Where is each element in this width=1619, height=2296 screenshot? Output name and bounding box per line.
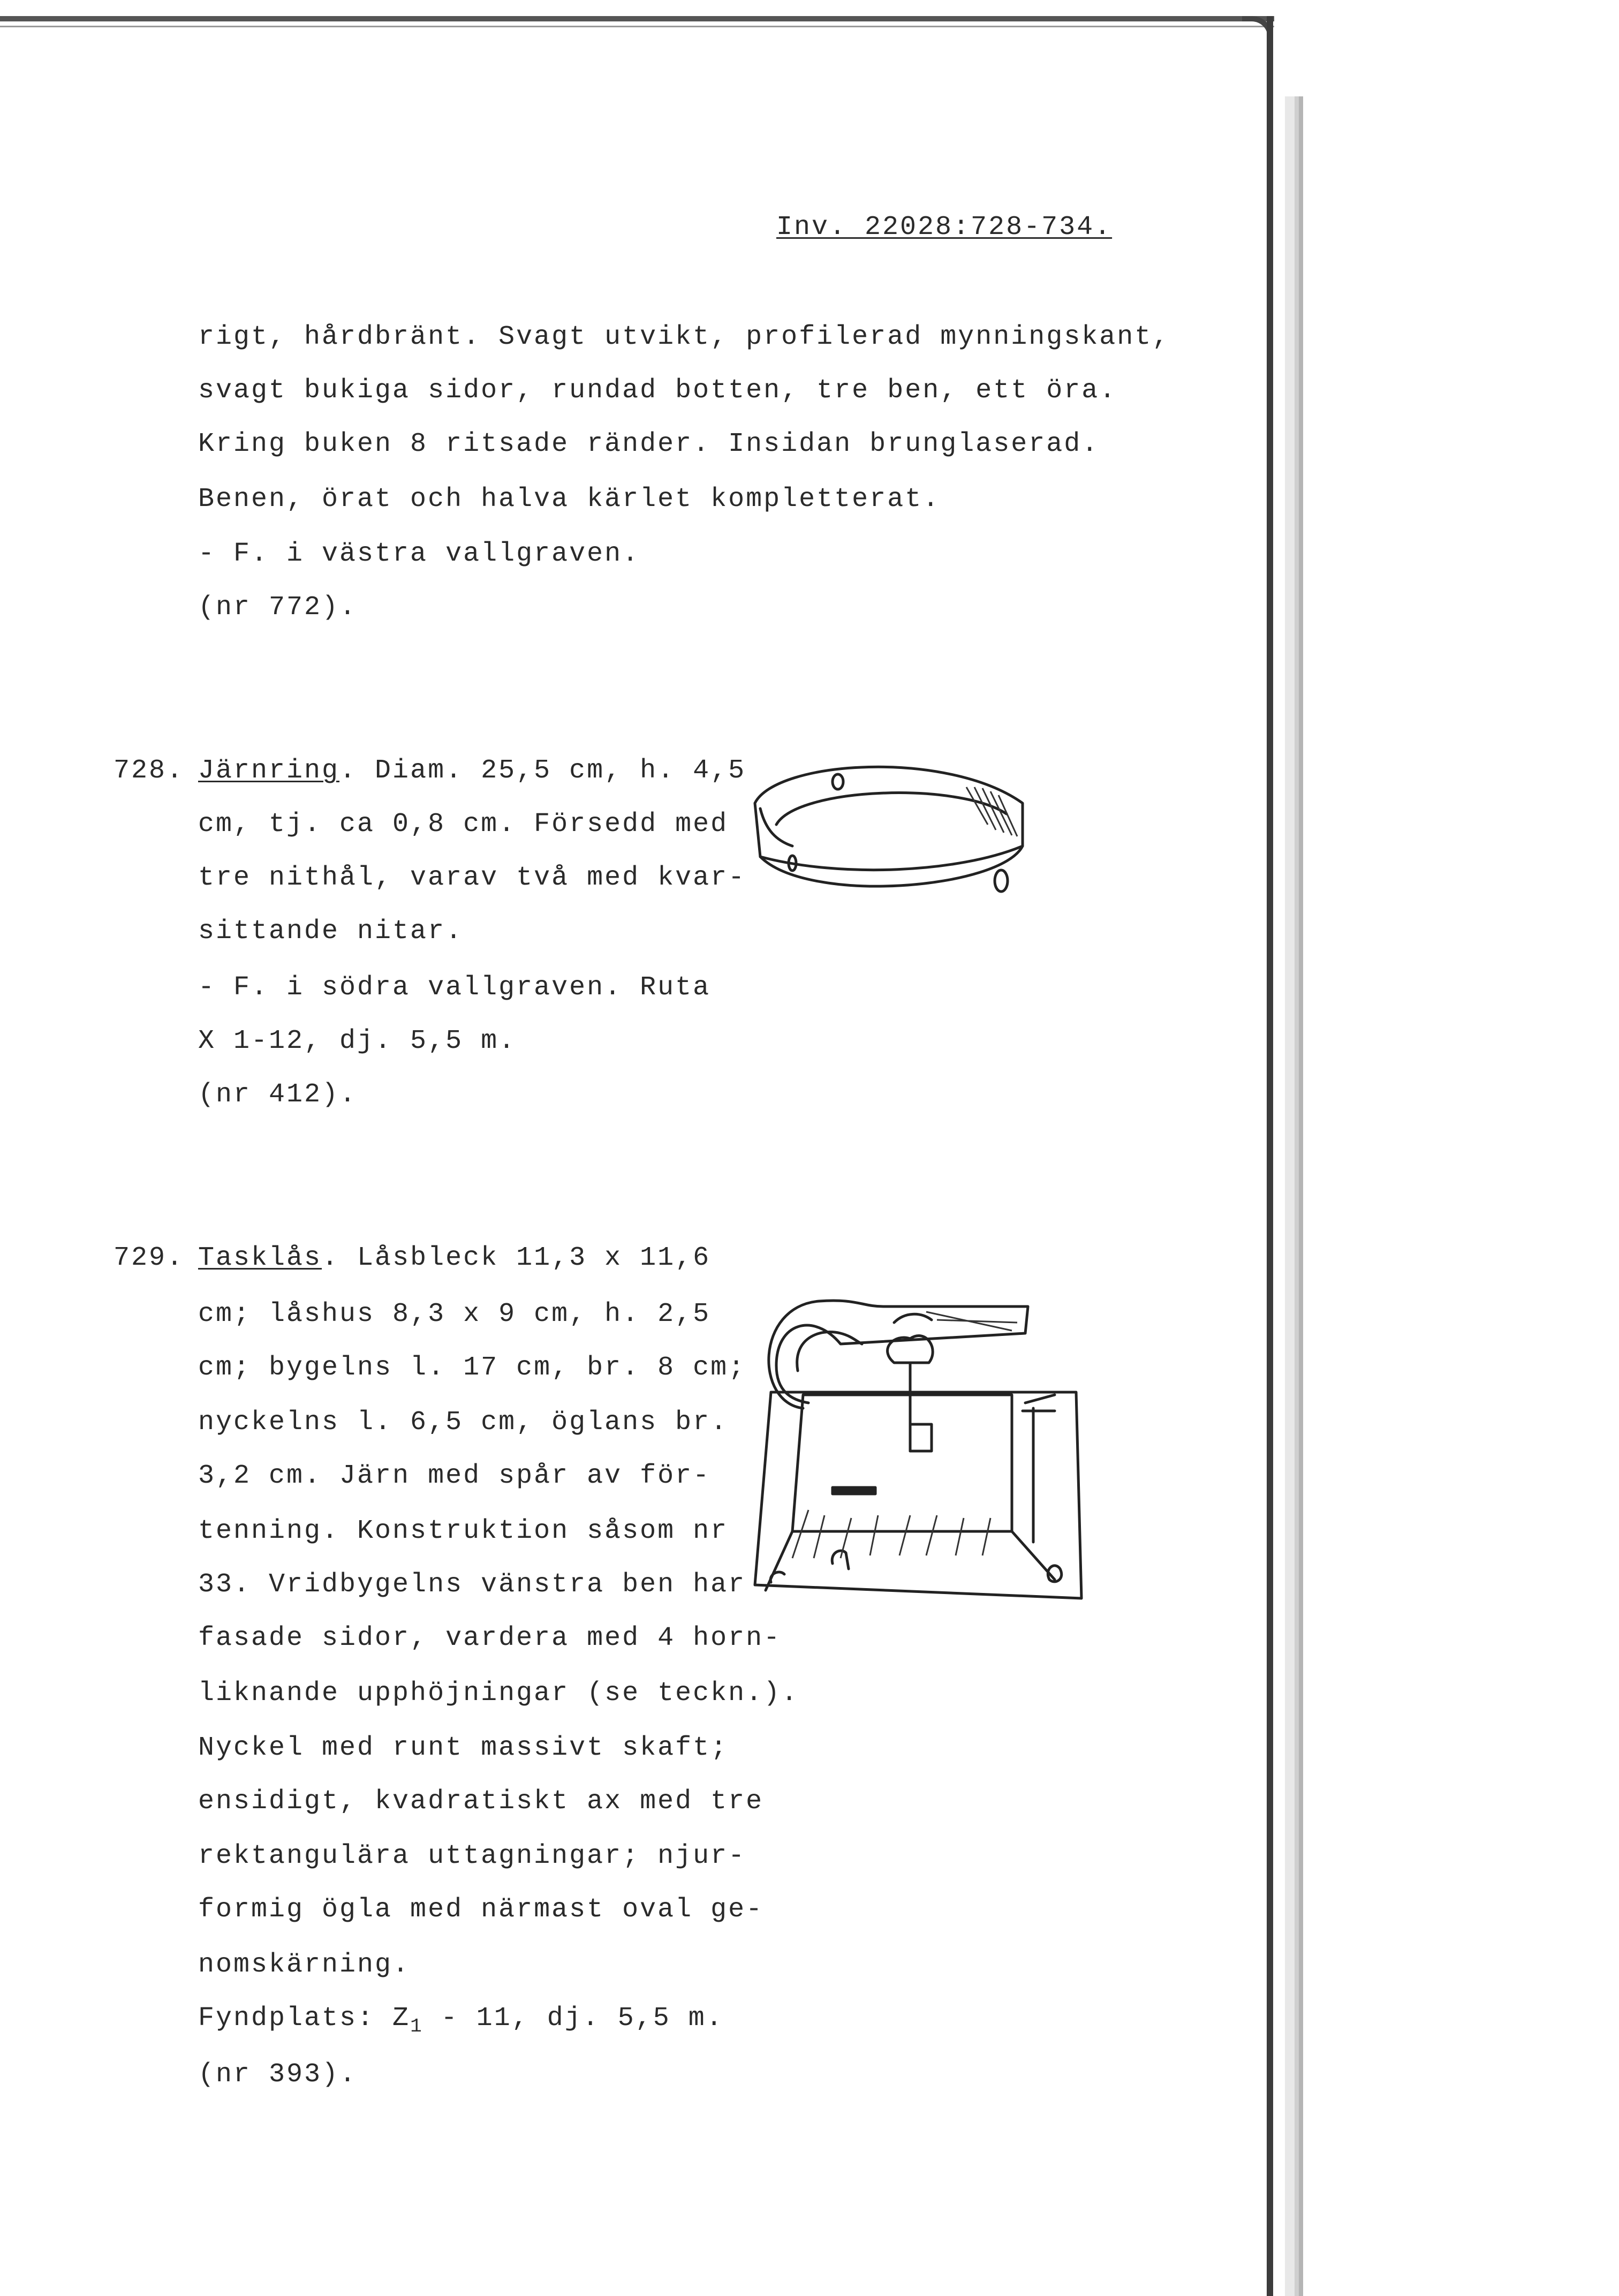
- entry-number: 728.: [114, 756, 185, 786]
- findspot-line: [198, 2003, 724, 2043]
- text-line: nyckelns l. 6,5 cm, öglans br.: [198, 1407, 729, 1438]
- entry-first-line-rest: . Låsbleck 11,3 x 11,6: [322, 1243, 711, 1273]
- inventory-header: Inv. 22028:728-734.: [776, 212, 1113, 243]
- findspot-rest: - 11, dj. 5,5 m.: [423, 2003, 724, 2034]
- text-line: rektangulära uttagningar; njur-: [198, 1841, 746, 1871]
- text-line: cm; låshus 8,3 x 9 cm, h. 2,5: [198, 1299, 711, 1330]
- underlying-pages-shadow: [1295, 96, 1299, 2296]
- sheet-top-edge-shadow: [0, 26, 1274, 27]
- findspot-subscript: 1: [410, 2015, 423, 2037]
- text-line: (nr 412).: [198, 1079, 358, 1110]
- text-line: ensidigt, kvadratiskt ax med tre: [198, 1786, 764, 1817]
- padlock-drawing: [733, 1290, 1092, 1612]
- underlying-pages-shadow-dark: [1299, 96, 1303, 2296]
- text-line: fasade sidor, vardera med 4 horn-: [198, 1623, 782, 1653]
- text-line: nomskärning.: [198, 1950, 411, 1980]
- text-line: sittande nitar.: [198, 916, 464, 947]
- text-line: liknande upphöjningar (se teckn.).: [198, 1678, 799, 1709]
- text-line: tre nithål, varav två med kvar-: [198, 863, 746, 893]
- text-line: (nr 393).: [198, 2059, 358, 2090]
- entry-first-line-rest: . Diam. 25,5 cm, h. 4,5: [339, 756, 746, 786]
- underlying-pages: [1285, 96, 1295, 2296]
- sheet-top-edge: [0, 16, 1274, 21]
- text-line: formig ögla med närmast oval ge-: [198, 1894, 764, 1925]
- text-line: - F. i västra vallgraven.: [198, 539, 640, 569]
- text-line: svagt bukiga sidor, rundad botten, tre ben, ett öra.: [198, 375, 1117, 406]
- findspot-prefix: Fyndplats: Z: [198, 2003, 411, 2034]
- text-line: 3,2 cm. Järn med spår av för-: [198, 1461, 711, 1491]
- text-line: 33. Vridbygelns vänstra ben har: [198, 1569, 746, 1600]
- iron-ring-drawing: [744, 744, 1044, 932]
- text-line: tenning. Konstruktion såsom nr: [198, 1516, 729, 1546]
- entry-first-line: [198, 755, 746, 787]
- text-line: (nr 772).: [198, 592, 358, 623]
- entry-first-line: [198, 1242, 710, 1274]
- text-line: Benen, örat och halva kärlet kompletterat.: [198, 484, 941, 515]
- text-line: rigt, hårdbränt. Svagt utvikt, profilerad mynningskant,: [198, 322, 1170, 352]
- entry-title: Tasklås: [198, 1243, 322, 1273]
- text-line: X 1-12, dj. 5,5 m.: [198, 1026, 517, 1056]
- entry-title: Järnring: [198, 756, 340, 786]
- text-line: cm, tj. ca 0,8 cm. Försedd med: [198, 809, 729, 840]
- entry-number: 729.: [114, 1243, 185, 1273]
- text-line: cm; bygelns l. 17 cm, br. 8 cm;: [198, 1353, 746, 1383]
- text-line: Kring buken 8 ritsade ränder. Insidan brunglaserad.: [198, 429, 1100, 459]
- text-line: - F. i södra vallgraven. Ruta: [198, 972, 711, 1003]
- sheet-right-edge: [1267, 16, 1273, 2296]
- text-line: Nyckel med runt massivt skaft;: [198, 1733, 729, 1763]
